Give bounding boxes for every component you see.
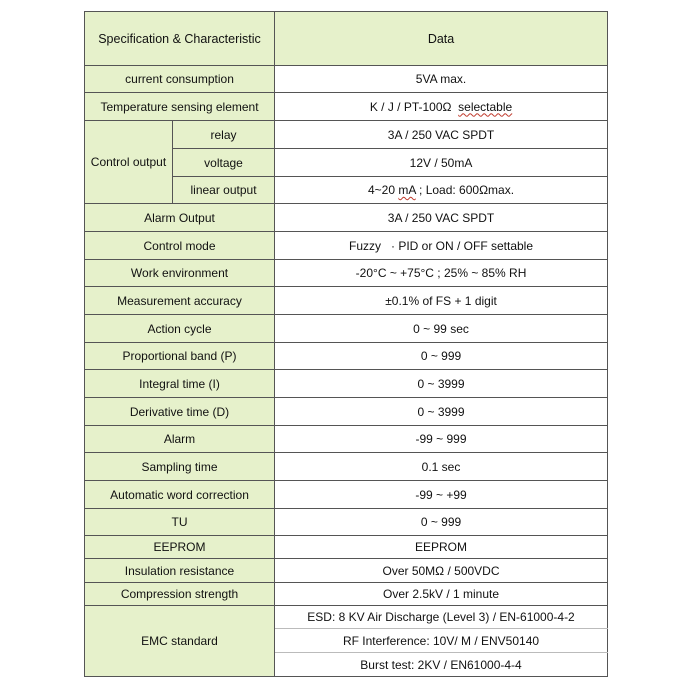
- row-label: Control mode: [85, 232, 275, 260]
- row-label: EMC standard: [85, 606, 275, 677]
- table-row: [85, 93, 608, 121]
- row-sublabel: voltage: [173, 149, 275, 177]
- spellcheck-flagged-word: selectable: [458, 99, 513, 114]
- table-row: [85, 66, 608, 93]
- row-label: TU: [85, 509, 275, 536]
- control-output-label: Control output: [85, 121, 173, 204]
- spellcheck-flagged-word: mA: [398, 183, 416, 197]
- row-label: Action cycle: [85, 315, 275, 343]
- row-label: Integral time (I): [85, 370, 275, 398]
- row-label: Measurement accuracy: [85, 287, 275, 315]
- row-value: 3A / 250 VAC SPDT: [275, 121, 608, 149]
- row-label: Temperature sensing element: [85, 93, 275, 121]
- row-label: current consumption: [85, 66, 275, 93]
- row-value: -99 ~ 999: [275, 426, 608, 453]
- row-value: Fuzzy · PID or ON / OFF settable: [275, 232, 608, 260]
- value-part: 4~20: [367, 183, 399, 197]
- table-row: [85, 343, 608, 370]
- row-value: 0 ~ 3999: [275, 398, 608, 426]
- row-value: -20°C ~ +75°C ; 25% ~ 85% RH: [275, 260, 608, 287]
- table-header-row: [85, 12, 608, 66]
- row-sublabel: linear output: [173, 177, 275, 204]
- row-sublabel: relay: [173, 121, 275, 149]
- row-value: 5VA max.: [275, 66, 608, 93]
- table-row: [85, 260, 608, 287]
- row-value: 0 ~ 999: [275, 509, 608, 536]
- row-value: [275, 93, 608, 121]
- table-row: [85, 287, 608, 315]
- row-value: Over 2.5kV / 1 minute: [275, 583, 608, 606]
- value-main: K / J / PT-100Ω: [369, 99, 452, 114]
- row-value: Over 50MΩ / 500VDC: [275, 559, 608, 583]
- spec-table: [84, 11, 608, 677]
- row-label: Compression strength: [85, 583, 275, 606]
- row-value: 0 ~ 3999: [275, 370, 608, 398]
- row-value: RF Interference: 10V/ M / ENV50140: [275, 629, 608, 653]
- row-label: Alarm: [85, 426, 275, 453]
- table-row: [85, 121, 608, 149]
- row-value: [275, 177, 608, 204]
- row-value: ESD: 8 KV Air Discharge (Level 3) / EN-61000-4-2: [275, 606, 608, 629]
- header-spec-cell: Specification & Characteristic: [85, 12, 275, 66]
- table-row: [85, 536, 608, 559]
- row-label: Alarm Output: [85, 204, 275, 232]
- row-value: ±0.1% of FS + 1 digit: [275, 287, 608, 315]
- table-row: [85, 398, 608, 426]
- row-value: EEPROM: [275, 536, 608, 559]
- table-row: [85, 453, 608, 481]
- row-label: Automatic word correction: [85, 481, 275, 509]
- row-label: Sampling time: [85, 453, 275, 481]
- row-label: Work environment: [85, 260, 275, 287]
- value-part: ; Load: 600Ωmax.: [415, 183, 515, 197]
- row-label: Derivative time (D): [85, 398, 275, 426]
- table-row: [85, 315, 608, 343]
- row-value: 3A / 250 VAC SPDT: [275, 204, 608, 232]
- row-value: Burst test: 2KV / EN61000-4-4: [275, 653, 608, 677]
- row-label: EEPROM: [85, 536, 275, 559]
- table-row: [85, 509, 608, 536]
- row-value: 12V / 50mA: [275, 149, 608, 177]
- table-row: [85, 481, 608, 509]
- table-row: [85, 370, 608, 398]
- table-row: [85, 426, 608, 453]
- row-label: Insulation resistance: [85, 559, 275, 583]
- table-row: [85, 583, 608, 606]
- table-row: [85, 232, 608, 260]
- table-row: [85, 204, 608, 232]
- table-row: [85, 606, 608, 629]
- table-row: [85, 559, 608, 583]
- row-value: 0 ~ 99 sec: [275, 315, 608, 343]
- row-value: 0 ~ 999: [275, 343, 608, 370]
- row-label: Proportional band (P): [85, 343, 275, 370]
- row-value: 0.1 sec: [275, 453, 608, 481]
- header-data-cell: Data: [275, 12, 608, 66]
- row-value: -99 ~ +99: [275, 481, 608, 509]
